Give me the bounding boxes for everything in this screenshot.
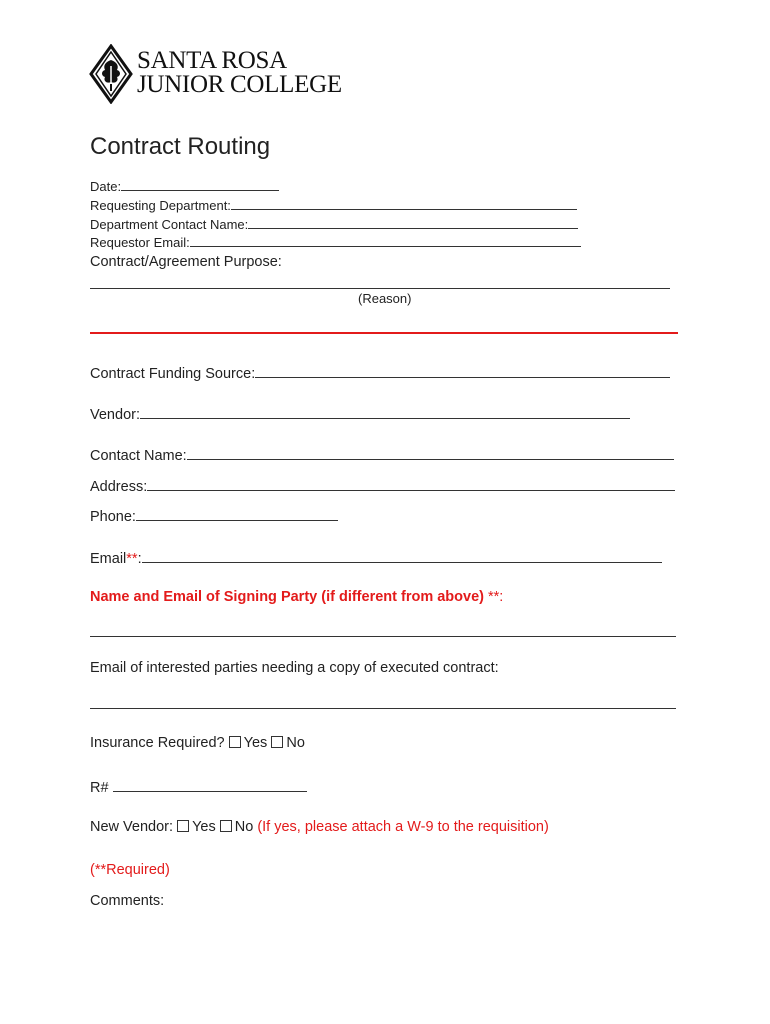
purpose-field[interactable] (90, 288, 670, 289)
reason-caption: (Reason) (358, 291, 412, 306)
new-vendor-yes-label: Yes (192, 819, 216, 835)
comments-label: Comments: (90, 893, 165, 909)
contact-name-field[interactable] (187, 445, 674, 460)
date-row (90, 177, 279, 194)
requesting-department-row (90, 196, 577, 213)
vendor-field[interactable] (140, 404, 630, 419)
requestor-email-label: Requestor Email: (90, 235, 190, 250)
email-colon: : (137, 551, 142, 567)
purpose-label: Contract/Agreement Purpose: (90, 254, 282, 270)
signing-party-label: Name and Email of Signing Party (if different from above) (90, 589, 484, 605)
new-vendor-label: New Vendor: (90, 819, 174, 835)
email-field[interactable] (142, 548, 662, 563)
new-vendor-no-label: No (234, 819, 254, 835)
new-vendor-row (90, 819, 549, 835)
department-contact-name-field[interactable] (248, 215, 578, 229)
college-logo (89, 44, 349, 104)
insurance-row (90, 735, 305, 751)
phone-label: Phone: (90, 509, 136, 525)
r-number-label: R# (90, 780, 109, 796)
vendor-label: Vendor: (90, 407, 140, 423)
new-vendor-yes-checkbox[interactable] (177, 820, 189, 832)
department-contact-name-row (90, 215, 578, 232)
requestor-email-field[interactable] (190, 233, 581, 247)
vendor-row (90, 404, 630, 423)
page-title: Contract Routing (90, 133, 271, 160)
signing-party-mark: **: (483, 589, 504, 605)
signing-party-row (90, 589, 503, 605)
address-row (90, 476, 675, 495)
insurance-no-label: No (286, 735, 305, 751)
w9-note: (If yes, please attach a W-9 to the requisition) (257, 819, 549, 835)
interested-parties-field[interactable] (90, 708, 676, 709)
r-number-row (90, 777, 307, 796)
new-vendor-no-checkbox[interactable] (220, 820, 232, 832)
phone-field[interactable] (136, 506, 338, 521)
email-required-mark: ** (126, 551, 138, 567)
address-label: Address: (90, 479, 148, 495)
r-number-field[interactable] (113, 777, 307, 792)
insurance-yes-checkbox[interactable] (229, 736, 241, 748)
logo-line-2: JUNIOR COLLEGE (137, 71, 342, 98)
phone-row (90, 506, 338, 525)
email-row (90, 548, 662, 567)
email-label: Email (90, 551, 127, 567)
logo-line-1: SANTA ROSA (137, 47, 287, 74)
address-field[interactable] (147, 476, 675, 491)
signing-party-field[interactable] (90, 636, 676, 637)
department-contact-name-label: Department Contact Name: (90, 217, 249, 232)
date-field[interactable] (121, 177, 279, 191)
funding-source-field[interactable] (255, 363, 670, 378)
logo-wordmark (137, 49, 342, 97)
insurance-yes-label: Yes (243, 735, 268, 751)
interested-parties-label: Email of interested parties needing a copy of executed contract: (90, 660, 499, 676)
contact-name-label: Contact Name: (90, 448, 187, 464)
requesting-department-label: Requesting Department: (90, 198, 231, 213)
funding-source-row (90, 363, 670, 382)
red-divider (90, 332, 678, 334)
requesting-department-field[interactable] (231, 196, 577, 210)
insurance-no-checkbox[interactable] (271, 736, 283, 748)
date-label: Date: (90, 179, 122, 194)
contact-name-row (90, 445, 674, 464)
funding-source-label: Contract Funding Source: (90, 366, 256, 382)
oak-leaf-crest-icon (89, 44, 133, 104)
required-note: (**Required) (90, 862, 170, 878)
insurance-label: Insurance Required? (90, 735, 225, 751)
requestor-email-row (90, 233, 581, 250)
